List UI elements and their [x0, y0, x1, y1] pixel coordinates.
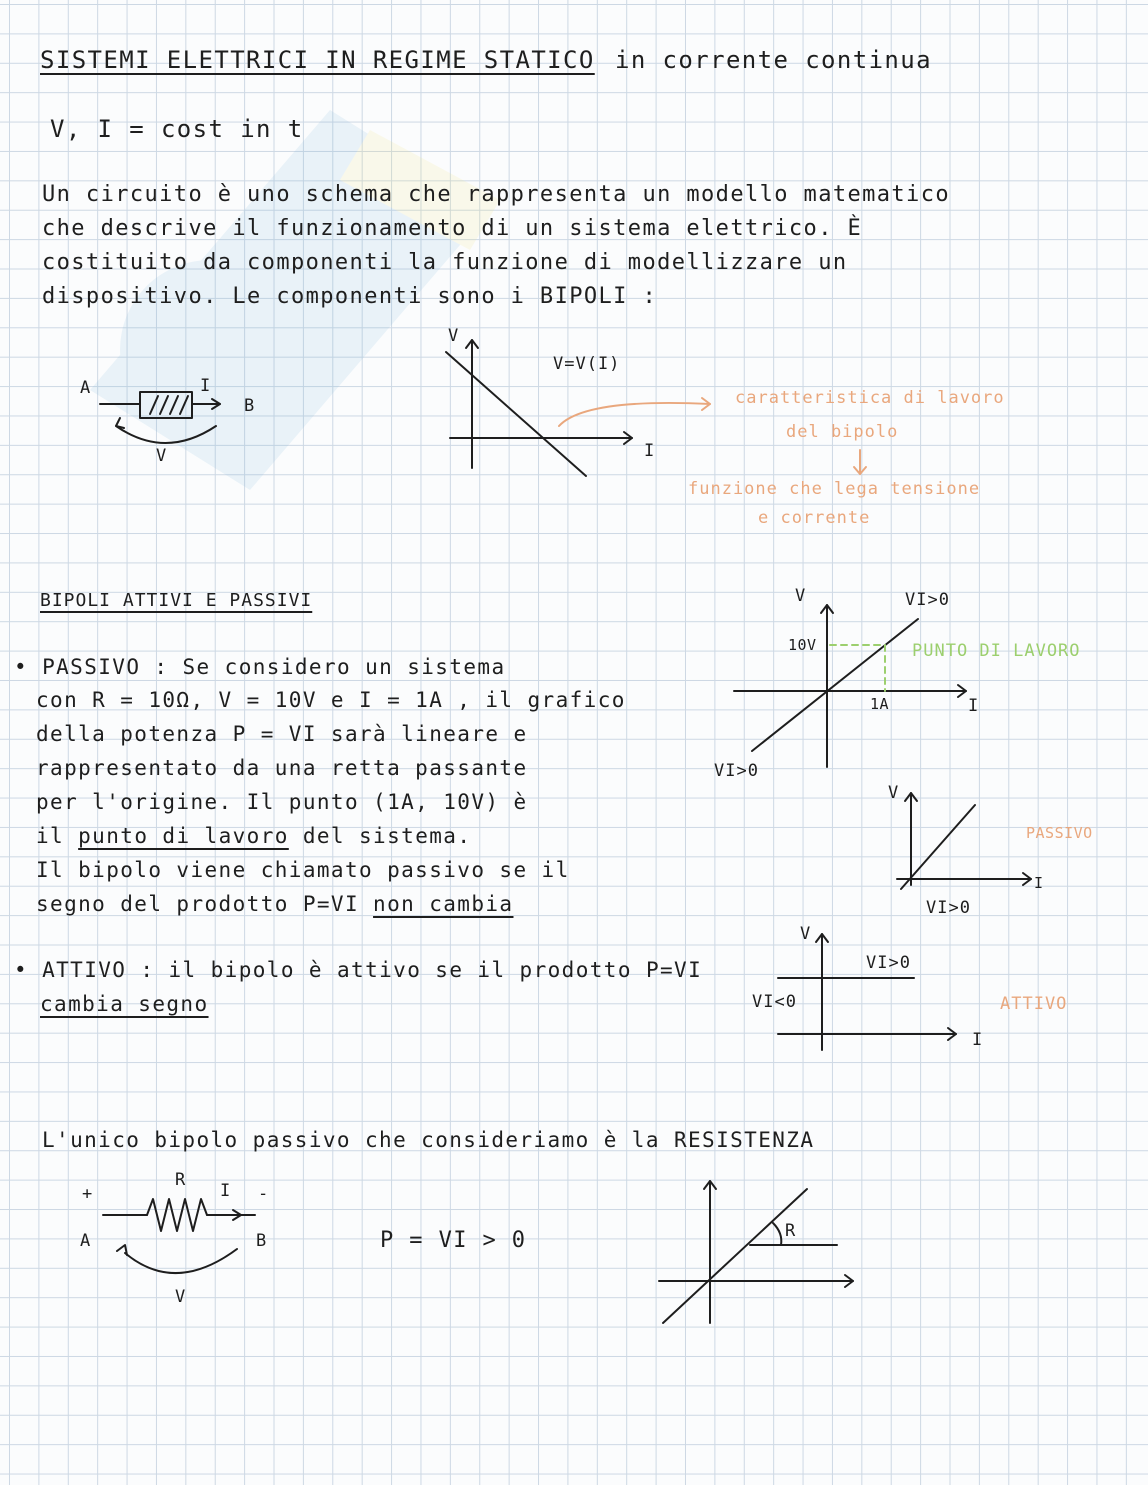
passive-line-4: rappresentato da una retta passante [36, 756, 528, 780]
resistor-label-a: A [80, 1231, 92, 1251]
work-vi-top: VI>0 [905, 590, 950, 610]
active-line-2: cambia segno [40, 992, 209, 1016]
passive-tag: PASSIVO [1026, 824, 1093, 842]
vi-axis-v: V [448, 326, 460, 346]
intro-line-1: Un circuito è uno schema che rappresenta un modello matematico [42, 182, 950, 207]
resistor-label-i: I [220, 1181, 232, 1201]
annotation-line-1: caratteristica di lavoro [735, 388, 1005, 408]
resistance-power: P = VI > 0 [380, 1228, 527, 1253]
punto-di-lavoro-term: punto di lavoro [78, 824, 289, 848]
work-tick-1a: 1A [870, 695, 890, 713]
annotation-down-arrow [850, 448, 870, 480]
annotation-line-2: del bipolo [786, 422, 899, 442]
intro-line-2: che descrive il funzionamento di un sistema elettrico. È [42, 216, 863, 241]
page-subtitle: in corrente continua [615, 46, 932, 74]
active-line-1: • ATTIVO : il bipolo è attivo se il prodotto P=VI [14, 958, 703, 982]
resistance-graph-angle: R [785, 1221, 797, 1241]
passive-line-8 [36, 894, 513, 915]
work-point-label: PUNTO DI LAVORO [912, 641, 1081, 661]
active-graph [770, 924, 970, 1058]
resistor-diagram [95, 1175, 285, 1285]
active-axis-i: I [972, 1030, 984, 1050]
non-cambia-term: non cambia [373, 892, 514, 916]
work-vi-bottom: VI>0 [714, 761, 759, 781]
passive-line-6 [36, 826, 471, 847]
resistor-plus: + [82, 1184, 94, 1204]
work-point-graph [730, 595, 980, 775]
bipole-diagram [80, 370, 270, 470]
vi-axis-i: I [644, 441, 656, 461]
passive-line-7: Il bipolo viene chiamato passivo se il [36, 858, 570, 882]
bipole-label-b: B [244, 396, 256, 416]
work-axis-i: I [968, 696, 980, 716]
annotation-line-4: e corrente [758, 508, 871, 528]
active-tag: ATTIVO [1000, 994, 1068, 1014]
passive-line-8-pre: segno del prodotto P=VI [36, 892, 359, 916]
intro-line-4: dispositivo. Le componenti sono i BIPOLI : [42, 284, 658, 309]
passive-vi: VI>0 [926, 898, 971, 918]
passive-axis-i: I [1034, 874, 1044, 892]
bipole-label-i: I [200, 376, 212, 396]
annotation-line-3: funzione che lega tensione [688, 479, 981, 499]
bipole-label-v: V [156, 446, 168, 466]
passive-line-2: con R = 10Ω, V = 10V e I = 1A , il grafico [36, 688, 626, 712]
intro-line-3: costituito da componenti la funzione di modellizzare un [42, 250, 848, 275]
passive-line-1: • PASSIVO : Se considero un sistema [14, 655, 506, 679]
passive-line-3: della potenza P = VI sarà lineare e [36, 722, 528, 746]
work-axis-v: V [795, 586, 807, 606]
vi-equation: V=V(I) [553, 354, 621, 374]
bipole-label-a: A [80, 378, 92, 398]
resistor-label-b: B [256, 1231, 268, 1251]
active-vi-neg: VI<0 [752, 992, 797, 1012]
resistor-label-v: V [175, 1287, 187, 1307]
intro-formula: V, I = cost in t [50, 115, 304, 143]
passive-axis-v: V [888, 783, 900, 803]
page-title: SISTEMI ELETTRICI IN REGIME STATICO [40, 46, 595, 74]
section-title: BIPOLI ATTIVI E PASSIVI [40, 590, 313, 611]
passive-line-6-pre: il [36, 824, 65, 848]
active-axis-v: V [800, 924, 812, 944]
resistance-line: L'unico bipolo passivo che consideriamo è la RESISTENZA [42, 1128, 815, 1152]
resistor-minus: - [258, 1184, 270, 1204]
passive-graph [885, 785, 1045, 900]
active-vi-pos: VI>0 [866, 953, 911, 973]
resistor-label-r: R [175, 1170, 187, 1190]
passive-line-5: per l'origine. Il punto (1A, 10V) è [36, 790, 528, 814]
work-tick-10v: 10V [788, 636, 817, 654]
resistance-graph [655, 1175, 865, 1330]
annotation-arrow [555, 392, 725, 432]
passive-line-6-post: del sistema. [302, 824, 472, 848]
